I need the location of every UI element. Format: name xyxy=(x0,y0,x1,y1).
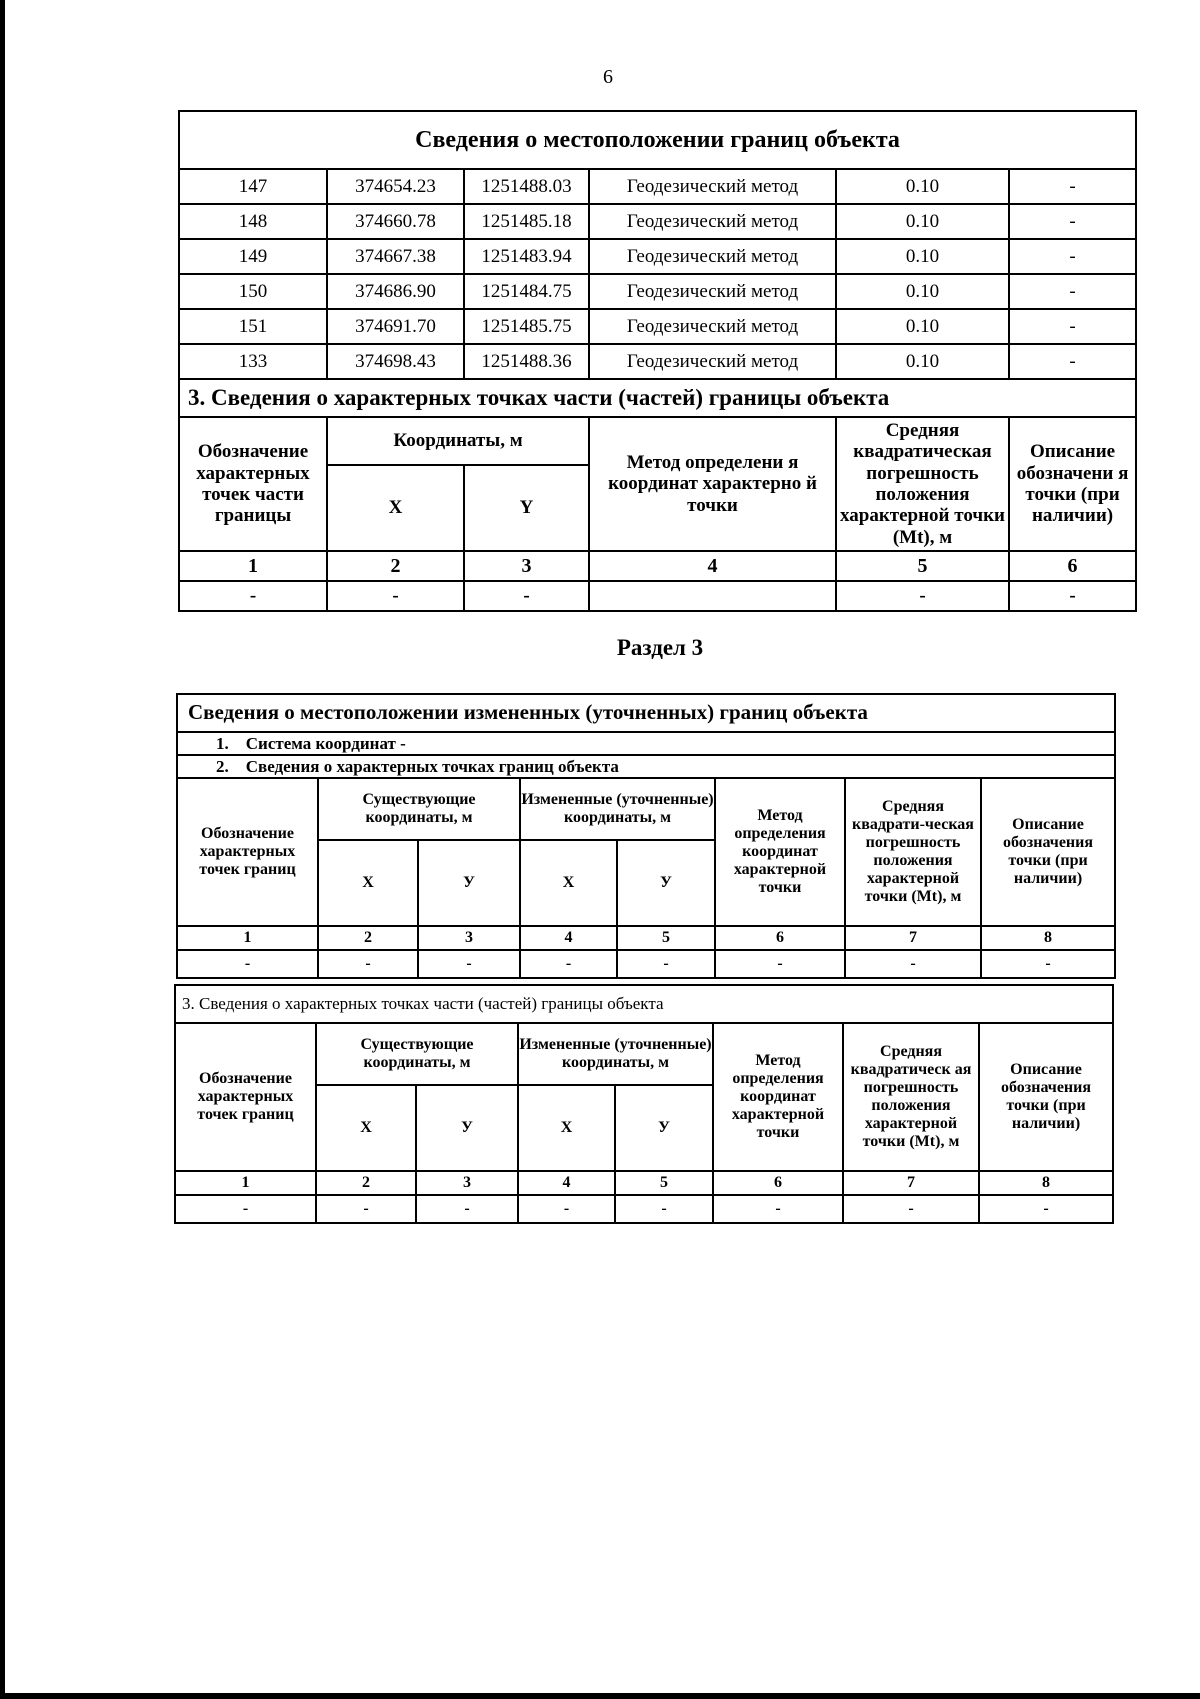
header-y: Y xyxy=(464,465,589,551)
column-number: 4 xyxy=(518,1171,615,1195)
header-existing-coords: Существующие координаты, м xyxy=(318,778,520,840)
header-x-changed: Х xyxy=(518,1085,615,1171)
empty-cell: - xyxy=(179,581,327,611)
empty-cell: - xyxy=(1009,581,1136,611)
empty-cell xyxy=(589,581,836,611)
empty-cell: - xyxy=(845,950,981,978)
header-designation: Обозначение характерных точек части границы xyxy=(179,417,327,551)
table-row xyxy=(179,169,1136,204)
coordinate-system-line xyxy=(177,732,1115,755)
header-method: Метод определения координат характерной точки xyxy=(713,1023,843,1171)
empty-cell: - xyxy=(713,1195,843,1223)
page-number: 6 xyxy=(603,66,613,88)
column-number: 5 xyxy=(836,551,1009,581)
column-number: 5 xyxy=(617,926,715,950)
coord-x: 374691.70 xyxy=(327,309,464,344)
point-id: 151 xyxy=(179,309,327,344)
empty-cell: - xyxy=(979,1195,1113,1223)
column-number: 1 xyxy=(175,1171,316,1195)
header-mt: Средняя квадрати-ческая погрешность положения характерной точки (Mt), м xyxy=(845,778,981,926)
header-changed-coords: Измененные (уточненные) координаты, м xyxy=(518,1023,713,1085)
coord-y: 1251488.36 xyxy=(464,344,589,379)
header-x-existing: Х xyxy=(316,1085,416,1171)
empty-cell: - xyxy=(615,1195,713,1223)
empty-cell: - xyxy=(836,581,1009,611)
empty-cell: - xyxy=(981,950,1115,978)
header-coords: Координаты, м xyxy=(327,417,589,465)
header-x-changed: Х xyxy=(520,840,617,926)
section-heading: Раздел 3 xyxy=(616,635,704,660)
empty-cell: - xyxy=(316,1195,416,1223)
point-id: 150 xyxy=(179,274,327,309)
column-number: 6 xyxy=(1009,551,1136,581)
description: - xyxy=(1009,204,1136,239)
column-number: 3 xyxy=(416,1171,518,1195)
point-id: 148 xyxy=(179,204,327,239)
empty-cell: - xyxy=(518,1195,615,1223)
column-number: 8 xyxy=(981,926,1115,950)
scan-bottom-border xyxy=(0,1693,1200,1699)
item-number: 2. xyxy=(216,756,229,776)
method: Геодезический метод xyxy=(589,169,836,204)
method: Геодезический метод xyxy=(589,309,836,344)
header-designation: Обозначение характерных точек границ xyxy=(177,778,318,926)
scan-left-border xyxy=(0,0,5,1699)
point-id: 149 xyxy=(179,239,327,274)
item-text: Система координат - xyxy=(245,733,406,753)
empty-cell: - xyxy=(318,950,418,978)
column-number: 4 xyxy=(589,551,836,581)
table2-title: Сведения о местоположении измененных (уточненных) границ объекта xyxy=(177,694,1115,732)
column-number: 5 xyxy=(615,1171,713,1195)
header-existing-coords: Существующие координаты, м xyxy=(316,1023,518,1085)
coord-x: 374686.90 xyxy=(327,274,464,309)
table-row xyxy=(179,274,1136,309)
header-y-changed: У xyxy=(615,1085,713,1171)
empty-cell: - xyxy=(177,950,318,978)
empty-cell: - xyxy=(418,950,520,978)
column-number: 1 xyxy=(177,926,318,950)
column-number: 2 xyxy=(316,1171,416,1195)
description: - xyxy=(1009,239,1136,274)
column-number: 3 xyxy=(464,551,589,581)
empty-cell: - xyxy=(617,950,715,978)
coord-x: 374667.38 xyxy=(327,239,464,274)
points-info-line xyxy=(177,755,1115,778)
header-designation: Обозначение характерных точек границ xyxy=(175,1023,316,1171)
method: Геодезический метод xyxy=(589,344,836,379)
method: Геодезический метод xyxy=(589,274,836,309)
mt-value: 0.10 xyxy=(836,309,1009,344)
point-id: 147 xyxy=(179,169,327,204)
coord-y: 1251488.03 xyxy=(464,169,589,204)
coord-y: 1251485.18 xyxy=(464,204,589,239)
table-row xyxy=(179,204,1136,239)
mt-value: 0.10 xyxy=(836,204,1009,239)
method: Геодезический метод xyxy=(589,239,836,274)
header-changed-coords: Измененные (уточненные) координаты, м xyxy=(520,778,715,840)
item-number: 1. xyxy=(216,733,229,753)
mt-value: 0.10 xyxy=(836,239,1009,274)
column-number: 2 xyxy=(318,926,418,950)
header-y-existing: У xyxy=(418,840,520,926)
header-method: Метод определени я координат характерно й точки xyxy=(589,417,836,551)
column-number: 6 xyxy=(713,1171,843,1195)
point-id: 133 xyxy=(179,344,327,379)
column-number: 2 xyxy=(327,551,464,581)
header-mt: Средняя квадратическая погрешность положения характерной точки (Mt), м xyxy=(836,417,1009,551)
empty-cell: - xyxy=(175,1195,316,1223)
mt-value: 0.10 xyxy=(836,344,1009,379)
header-description: Описание обозначения точки (при наличии) xyxy=(981,778,1115,926)
header-y-changed: У xyxy=(617,840,715,926)
header-mt: Средняя квадратическ ая погрешность положения характерной точки (Mt), м xyxy=(843,1023,979,1171)
table-row xyxy=(179,344,1136,379)
header-description: Описание обозначения точки (при наличии) xyxy=(979,1023,1113,1171)
column-number: 4 xyxy=(520,926,617,950)
column-number: 1 xyxy=(179,551,327,581)
empty-cell: - xyxy=(327,581,464,611)
coord-x: 374660.78 xyxy=(327,204,464,239)
column-number: 8 xyxy=(979,1171,1113,1195)
column-number: 3 xyxy=(418,926,520,950)
empty-cell: - xyxy=(843,1195,979,1223)
mt-value: 0.10 xyxy=(836,274,1009,309)
table-row xyxy=(179,239,1136,274)
item-text: Сведения о характерных точках границ объекта xyxy=(245,756,619,776)
description: - xyxy=(1009,344,1136,379)
coord-y: 1251483.94 xyxy=(464,239,589,274)
part-boundaries-table xyxy=(174,984,1114,1224)
header-method: Метод определения координат характерной точки xyxy=(715,778,845,926)
section3-title: 3. Сведения о характерных точках части (частей) границы объекта xyxy=(175,985,1113,1023)
description: - xyxy=(1009,274,1136,309)
column-number: 6 xyxy=(715,926,845,950)
empty-cell: - xyxy=(520,950,617,978)
changed-boundaries-table xyxy=(176,693,1116,979)
empty-cell: - xyxy=(416,1195,518,1223)
boundary-location-table xyxy=(178,110,1137,612)
empty-cell: - xyxy=(464,581,589,611)
description: - xyxy=(1009,169,1136,204)
header-y-existing: У xyxy=(416,1085,518,1171)
section3-title: 3. Сведения о характерных точках части (частей) границы объекта xyxy=(179,379,1136,417)
header-description: Описание обозначени я точки (при наличии) xyxy=(1009,417,1136,551)
table1-title: Сведения о местоположении границ объекта xyxy=(179,111,1136,169)
coord-x: 374698.43 xyxy=(327,344,464,379)
method: Геодезический метод xyxy=(589,204,836,239)
column-number: 7 xyxy=(845,926,981,950)
mt-value: 0.10 xyxy=(836,169,1009,204)
coord-y: 1251484.75 xyxy=(464,274,589,309)
empty-cell: - xyxy=(715,950,845,978)
coord-y: 1251485.75 xyxy=(464,309,589,344)
table-row xyxy=(179,309,1136,344)
description: - xyxy=(1009,309,1136,344)
column-number: 7 xyxy=(843,1171,979,1195)
header-x: X xyxy=(327,465,464,551)
header-x-existing: Х xyxy=(318,840,418,926)
coord-x: 374654.23 xyxy=(327,169,464,204)
